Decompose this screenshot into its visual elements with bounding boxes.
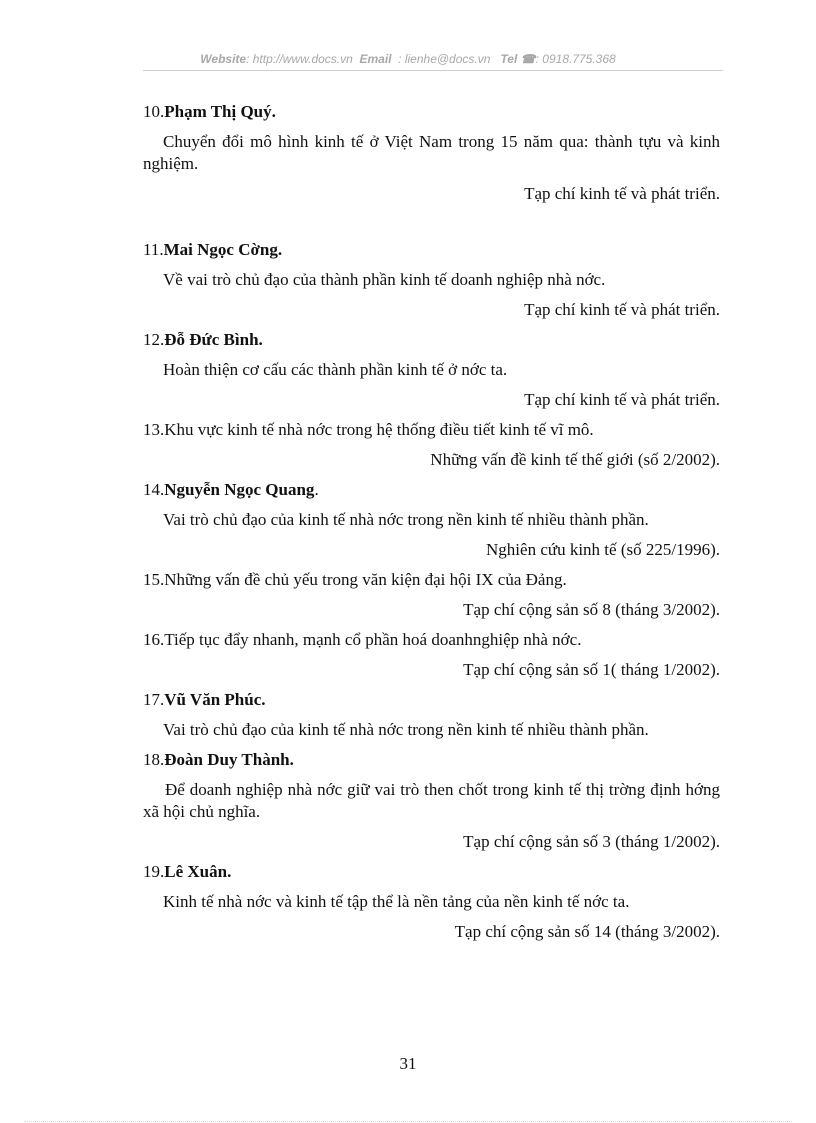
reference-author: Phạm Thị Quý. <box>164 102 276 121</box>
reference-source: Nghiên cứu kinh tế (số 225/1996). <box>486 540 720 559</box>
reference-source: Tạp chí cộng sản số 8 (tháng 3/2002). <box>463 600 720 619</box>
reference-source: Tạp chí cộng sản số 14 (tháng 3/2002). <box>454 922 720 941</box>
reference-author: Đỗ Đức Bình. <box>164 330 263 349</box>
reference-title: Khu vực kinh tế nhà nớc trong hệ thống điều tiết kinh tế vĩ mô. <box>164 420 594 439</box>
page-header <box>0 52 816 66</box>
reference-title: Hoàn thiện cơ cấu các thành phần kinh tế ở nớc ta. <box>163 360 508 379</box>
reference-source: Tạp chí kinh tế và phát triển. <box>524 184 720 203</box>
phone-icon: ☎ <box>520 52 536 66</box>
reference-author: Đoàn Duy Thành. <box>164 750 294 769</box>
reference-title: Vai trò chủ đạo của kinh tế nhà nớc trong nền kinh tế nhiều thành phần. <box>163 720 649 739</box>
page-number: 31 <box>399 1054 417 1073</box>
reference-heading: 10.Phạm Thị Quý. <box>143 102 276 121</box>
reference-heading: 11.Mai Ngọc Cờng. <box>143 240 283 259</box>
tel-label: Tel <box>500 52 518 66</box>
reference-source: Tạp chí kinh tế và phát triển. <box>524 390 720 409</box>
website-value: : http://www.docs.vn <box>246 52 353 66</box>
reference-author: Vũ Văn Phúc. <box>164 690 266 709</box>
reference-title: Vai trò chủ đạo của kinh tế nhà nớc trong nền kinh tế nhiều thành phần. <box>163 510 649 529</box>
reference-title: Về vai trò chủ đạo của thành phần kinh tế doanh nghiệp nhà nớc. <box>163 270 606 289</box>
reference-author: Lê Xuân. <box>164 862 232 881</box>
reference-heading: 14.Nguyễn Ngọc Quang. <box>143 480 319 499</box>
reference-title: Chuyển đổi mô hình kinh tế ở Việt Nam trong 15 năm qua: thành tựu và kinh nghiệm. <box>143 132 720 173</box>
reference-source: Những vấn đề kinh tế thế giới (số 2/2002). <box>430 450 720 469</box>
reference-list <box>143 101 720 943</box>
reference-source: Tạp chí kinh tế và phát triển. <box>524 300 720 319</box>
header-divider <box>143 70 723 71</box>
website-label: Website <box>200 52 247 66</box>
reference-heading: 12.Đỗ Đức Bình. <box>143 330 263 349</box>
footer-divider <box>24 1121 792 1122</box>
reference-title: Những vấn đề chủ yếu trong văn kiện đại hội IX của Đảng. <box>164 570 567 589</box>
reference-author: Mai Ngọc Cờng. <box>163 240 283 259</box>
reference-heading: 13.Khu vực kinh tế nhà nớc trong hệ thống điều tiết kinh tế vĩ mô. <box>143 420 594 439</box>
reference-author: Nguyễn Ngọc Quang <box>164 480 315 499</box>
reference-title: Kinh tế nhà nớc và kinh tế tập thể là nền tảng của nền kinh tế nớc ta. <box>163 892 630 911</box>
email-value: : lienhe@docs.vn <box>398 52 491 66</box>
email-label: Email <box>359 52 392 66</box>
reference-heading: 15.Những vấn đề chủ yếu trong văn kiện đại hội IX của Đảng. <box>143 570 567 589</box>
tel-value: : 0918.775.368 <box>535 52 616 66</box>
reference-title: Để doanh nghiệp nhà nớc giữ vai trò then chốt trong kinh tế thị trờng định hớng xã hội chủ nghĩa. <box>143 780 720 821</box>
reference-heading: 17.Vũ Văn Phúc. <box>143 690 266 709</box>
reference-heading: 18.Đoàn Duy Thành. <box>143 750 294 769</box>
reference-source: Tạp chí cộng sản số 3 (tháng 1/2002). <box>463 832 720 851</box>
reference-heading: 16.Tiếp tục đẩy nhanh, mạnh cổ phần hoá doanhnghiệp nhà nớc. <box>143 630 582 649</box>
reference-heading: 19.Lê Xuân. <box>143 862 232 881</box>
reference-source: Tạp chí cộng sản số 1( tháng 1/2002). <box>463 660 720 679</box>
reference-title: Tiếp tục đẩy nhanh, mạnh cổ phần hoá doanhnghiệp nhà nớc. <box>164 630 582 649</box>
